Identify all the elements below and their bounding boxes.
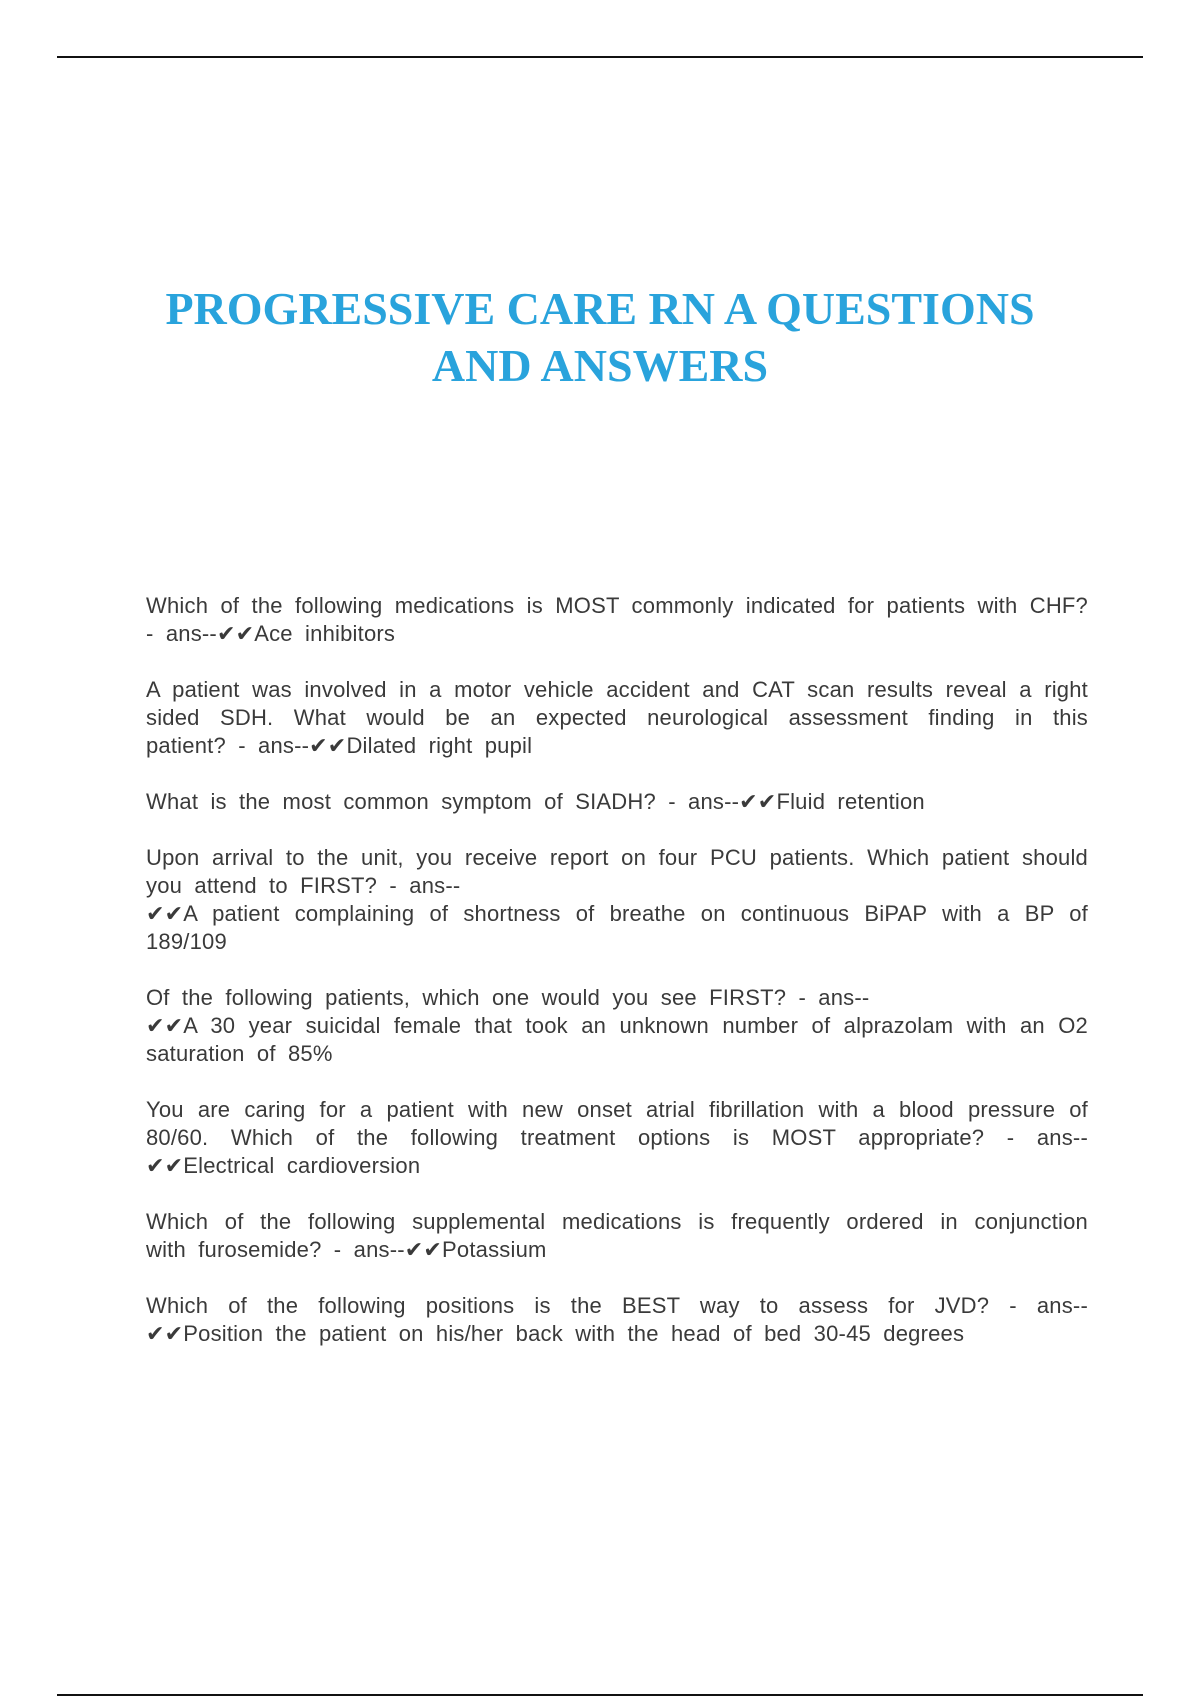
title-line-1: PROGRESSIVE CARE RN A QUESTIONS bbox=[165, 283, 1035, 334]
document-title bbox=[100, 280, 1100, 394]
answer-text: ✔✔A patient complaining of shortness of breathe on continuous BiPAP with a BP of 189/109 bbox=[146, 901, 1088, 954]
question-text: A patient was involved in a motor vehicle accident and CAT scan results reveal a right sided SDH. What would be an expected neurological assessment finding in this patient? - ans-- bbox=[146, 677, 1088, 758]
answer-text: ✔✔Ace inhibitors bbox=[216, 621, 396, 646]
qa-item bbox=[146, 676, 1088, 760]
title-line-2: AND ANSWERS bbox=[431, 340, 769, 391]
question-text: Which of the following positions is the BEST way to assess for JVD? - ans-- bbox=[146, 1293, 1088, 1318]
qa-item bbox=[146, 984, 1088, 1068]
question-text: Upon arrival to the unit, you receive report on four PCU patients. Which patient should you attend to FIRST? - ans-- bbox=[146, 845, 1088, 898]
footer-rule bbox=[57, 1694, 1143, 1696]
answer-text: ✔✔Fluid retention bbox=[739, 789, 925, 814]
qa-item bbox=[146, 1292, 1088, 1348]
answer-text: ✔✔Position the patient on his/her back with the head of bed 30-45 degrees bbox=[146, 1321, 965, 1346]
qa-item bbox=[146, 1096, 1088, 1180]
question-text: Which of the following medications is MOST commonly indicated for patients with CHF? - ans-- bbox=[146, 593, 1088, 646]
qa-item bbox=[146, 844, 1088, 956]
qa-list bbox=[146, 592, 1088, 1376]
question-text: Of the following patients, which one would you see FIRST? - ans-- bbox=[146, 985, 870, 1010]
question-text: Which of the following supplemental medications is frequently ordered in conjunction with furosemide? - ans-- bbox=[146, 1209, 1088, 1262]
answer-text: ✔✔A 30 year suicidal female that took an unknown number of alprazolam with an O2 saturation of 85% bbox=[146, 1013, 1088, 1066]
answer-text: ✔✔Potassium bbox=[404, 1237, 547, 1262]
qa-item bbox=[146, 592, 1088, 648]
qa-item bbox=[146, 788, 1088, 816]
header-rule bbox=[57, 56, 1143, 58]
question-text: What is the most common symptom of SIADH? - ans-- bbox=[146, 789, 740, 814]
answer-text: ✔✔Electrical cardioversion bbox=[146, 1153, 421, 1178]
qa-item bbox=[146, 1208, 1088, 1264]
answer-text: ✔✔Dilated right pupil bbox=[309, 733, 533, 758]
question-text: You are caring for a patient with new onset atrial fibrillation with a blood pressure of 80/60. Which of the following treatment options is MOST appropriate? - ans-- bbox=[146, 1097, 1088, 1150]
